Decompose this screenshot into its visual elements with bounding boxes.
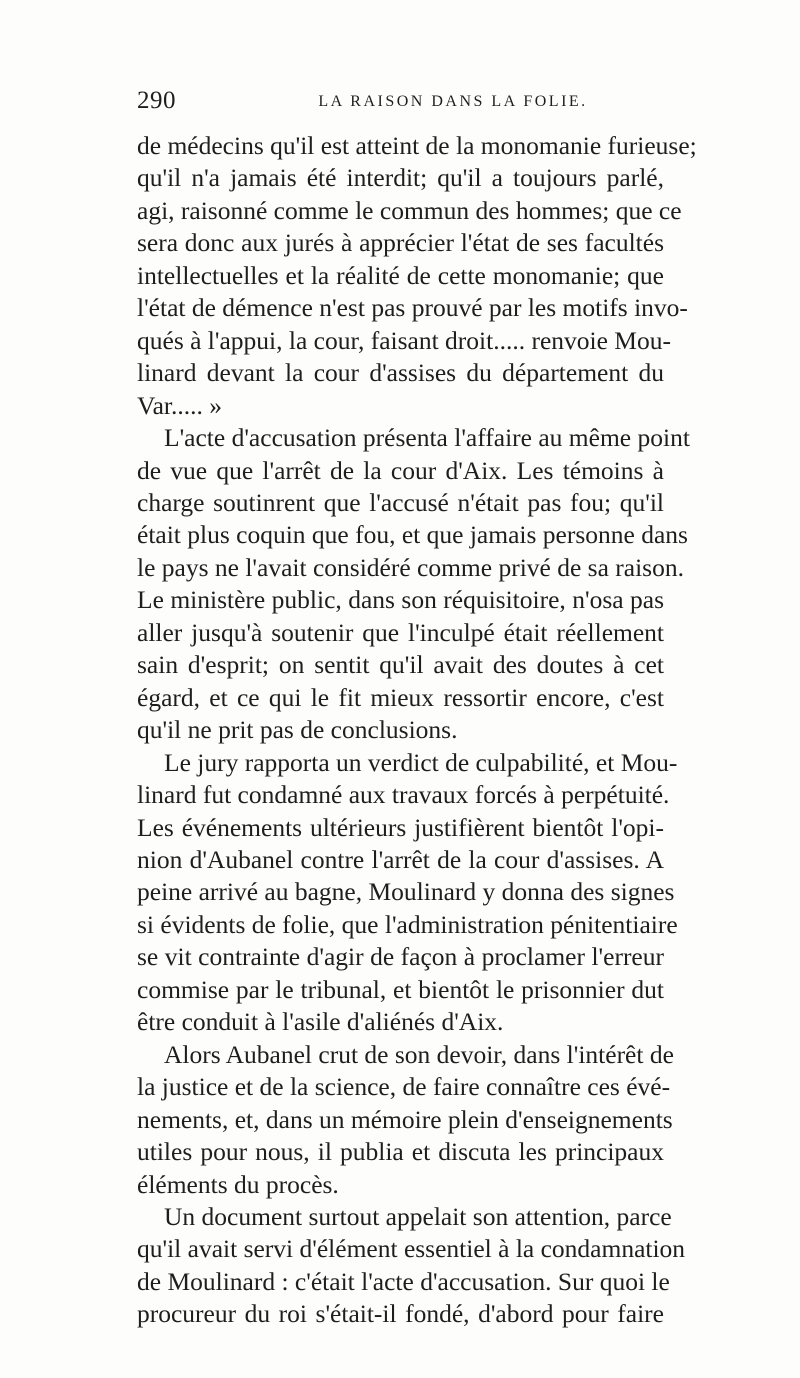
text-line: intellectuelles et la réalité de cette monomanie; que (137, 260, 664, 290)
text-line: linard devant la cour d'assises du département du (137, 358, 664, 388)
text-line: qués à l'appui, la cour, faisant droit..... renvoie Mou- (137, 325, 671, 355)
text-line: Un document surtout appelait son attention, parce (164, 1201, 672, 1231)
text-line: sera donc aux jurés à apprécier l'état de ses facultés (137, 228, 664, 258)
text-line: Var..... » (137, 390, 222, 420)
text-line: aller jusqu'à soutenir que l'inculpé était réellement (137, 617, 664, 647)
text-line: la justice et de la science, de faire connaître ces évé- (137, 1072, 671, 1102)
running-header (137, 86, 664, 116)
text-line: Les événements ultérieurs justifièrent bientôt l'opi- (137, 812, 664, 842)
text-line: peine arrivé au bagne, Moulinard y donna des signes (137, 877, 675, 907)
text-line: nion d'Aubanel contre l'arrêt de la cour d'assises. A (137, 844, 664, 874)
text-line: qu'il n'a jamais été interdit; qu'il a toujours parlé, (137, 163, 664, 193)
running-title: LA RAISON DANS LA FOLIE. (318, 93, 588, 110)
page-number: 290 (137, 87, 176, 114)
text-line: être conduit à l'asile d'aliénés d'Aix. (137, 1007, 504, 1037)
text-line: procureur du roi s'était-il fondé, d'abord pour faire (137, 1299, 664, 1329)
text-line: si évidents de folie, que l'administration pénitentiaire (137, 909, 678, 939)
text-line: L'acte d'accusation présenta l'affaire au même point (164, 423, 690, 453)
text-line: le pays ne l'avait considéré comme privé de sa raison. (137, 552, 684, 582)
text-line: de médecins qu'il est atteint de la monomanie furieuse; (137, 131, 697, 160)
text-line: sain d'esprit; on sentit qu'il avait des doutes à cet (137, 650, 664, 680)
text-line: Le ministère public, dans son réquisitoire, n'osa pas (137, 585, 664, 615)
text-line: qu'il ne prit pas de conclusions. (137, 715, 458, 745)
text-line: de vue que l'arrêt de la cour d'Aix. Les témoins à (137, 455, 664, 485)
text-line: utiles pour nous, il publia et discuta les principaux (137, 1137, 664, 1167)
text-line: égard, et ce qui le fit mieux ressortir encore, c'est (137, 682, 664, 712)
text-line: charge soutinrent que l'accusé n'était pas fou; qu'il (137, 487, 664, 517)
text-line: se vit contrainte d'agir de façon à proclamer l'erreur (137, 942, 664, 972)
text-line: commise par le tribunal, et bientôt le prisonnier dut (137, 974, 664, 1004)
text-line: nements, et, dans un mémoire plein d'enseignements (137, 1104, 673, 1134)
text-line: était plus coquin que fou, et que jamais personne dans (137, 520, 688, 550)
text-line: qu'il avait servi d'élément essentiel à la condamnation (137, 1234, 686, 1264)
text-line: Alors Aubanel crut de son devoir, dans l'intérêt de (164, 1039, 674, 1069)
text-line: linard fut condamné aux travaux forcés à perpétuité. (137, 780, 670, 810)
text-line: agi, raisonné comme le commun des hommes; que ce (137, 195, 682, 225)
text-line: éléments du procès. (137, 1169, 339, 1199)
text-line: l'état de démence n'est pas prouvé par les motifs invo- (137, 293, 688, 323)
text-line: Le jury rapporta un verdict de culpabilité, et Mou- (164, 747, 678, 777)
text-line: de Moulinard : c'était l'acte d'accusation. Sur quoi le (137, 1266, 670, 1296)
body-text (137, 130, 697, 1331)
